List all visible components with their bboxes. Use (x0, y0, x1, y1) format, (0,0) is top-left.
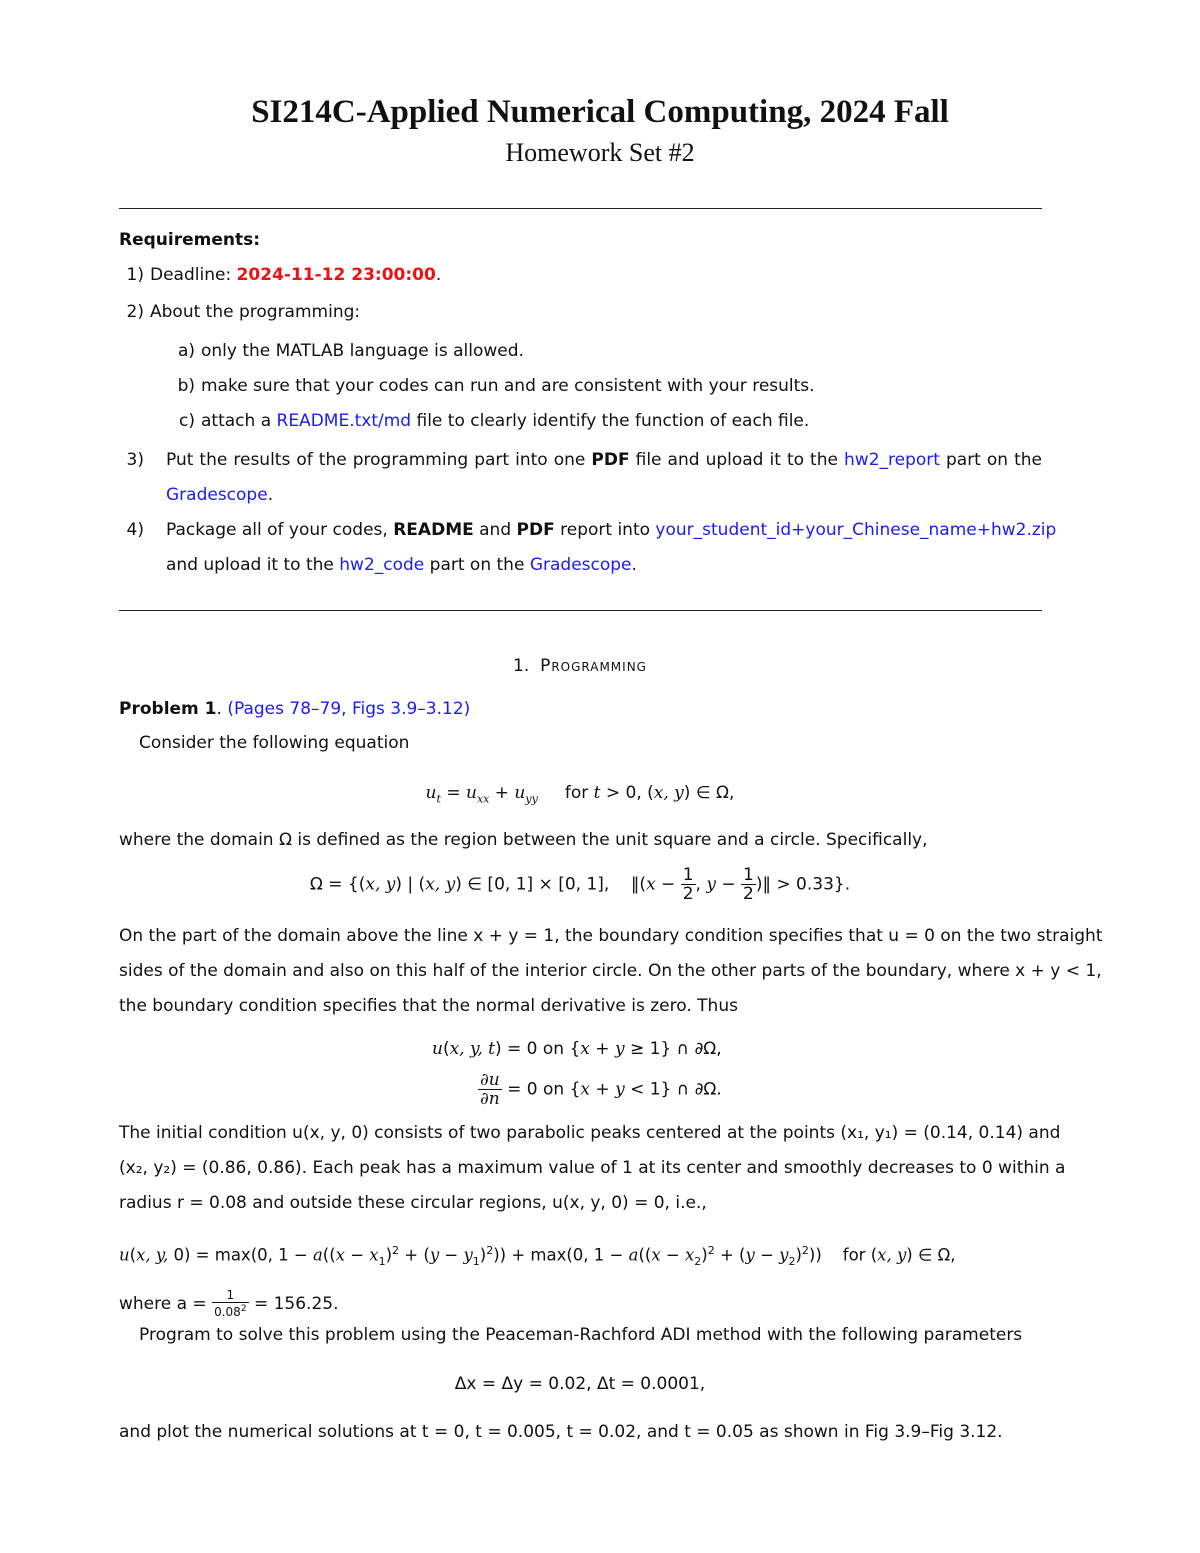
a-value: = 156.25. (253, 1294, 339, 1314)
req-item-4-text-4: and upload it to the (166, 555, 340, 575)
req-item-3-pdf: PDF (591, 450, 630, 470)
where-a-prefix: where a = (119, 1294, 213, 1314)
bc-text-3: the boundary condition specifies that the normal derivative is zero. Thus (119, 996, 738, 1016)
where-a: where a = $\frac{1}{0.08^2}$ = 156.25. (119, 1288, 339, 1319)
req-sub-a-label: a) (177, 341, 195, 361)
bc-dirichlet: u(x, y, t) = 0 on {x + y ≥ 1} ∩ ∂Ω, (432, 1039, 722, 1059)
pde-equation: $u_t = u_{xx} + u_{yy}$ for t > 0, (x, y) ∈ Ω, (425, 783, 735, 806)
req-sub-c (155, 410, 809, 432)
section-number: 1. (513, 656, 530, 676)
req-item-4-label: 4) (126, 520, 144, 540)
req-item-3-text-3: part on the (939, 450, 1043, 470)
ic-text-3: radius r = 0.08 and outside these circular regions, u(x, y, 0) = 0, i.e., (119, 1193, 707, 1213)
bc-neumann: $\frac{\partial u}{\partial n}$ = 0 on {x + y < 1} ∩ ∂Ω. (480, 1070, 722, 1109)
req-item-3-text-4: . (267, 485, 274, 505)
bc-text-2: sides of the domain and also on this half of the interior circle. On the other parts of the boundary, where x + y < 1, (119, 961, 1102, 981)
req-item-4-text-5: part on the (424, 555, 530, 575)
req-item-1 (96, 264, 441, 286)
problem-label: Problem 1 (119, 699, 217, 719)
page-subtitle: Homework Set #2 (505, 138, 695, 167)
ic-text-1: The initial condition u(x, y, 0) consists of two parabolic peaks centered at the points (x₁, y₁) = (0.14, 0.14) and (119, 1123, 1061, 1143)
readme-link[interactable]: README.txt/md (276, 411, 412, 431)
req-sub-c-prefix: attach a (201, 411, 277, 431)
req-item-3-line2 (166, 484, 273, 506)
ic-text-2: (x₂, y₂) = (0.86, 0.86). Each peak has a maximum value of 1 at its center and smoothly decreases to 0 within a (119, 1158, 1066, 1178)
req-item-4-label-wrap (96, 519, 150, 541)
gradescope-link-1[interactable]: Gradescope (166, 485, 268, 505)
top-divider (119, 208, 1042, 209)
req-item-2-text: About the programming: (150, 302, 361, 322)
req-item-3-label: 3) (126, 450, 144, 470)
req-item-4-line2 (166, 554, 637, 576)
page-title: SI214C-Applied Numerical Computing, 2024 Fall (251, 94, 949, 130)
req-item-4-pdf: PDF (516, 520, 555, 540)
program-text: Program to solve this problem using the Peaceman-Rachford ADI method with the following parameters (139, 1325, 1023, 1345)
req-sub-c-suffix: file to clearly identify the function of each file. (411, 411, 810, 431)
problem-dot: . (216, 699, 222, 719)
section-title: Programming (540, 656, 647, 676)
req-item-4-text-2: and (473, 520, 517, 540)
req-sub-c-label: c) (179, 411, 195, 431)
deadline-date: 2024-11-12 23:00:00 (236, 265, 436, 285)
req-item-1-label: 1) (126, 265, 144, 285)
eq-for-word: for (564, 783, 589, 803)
omega-definition: Ω = {(x, y) | (x, y) ∈ [0, 1] × [0, 1], ‖(x − $\frac{1}{2}$ , y − $\frac{1}{2}$ )‖ > 0.33}. (309, 865, 851, 904)
req-item-4-line1 (166, 519, 1057, 541)
req-item-3-text-2: file and upload it to the (629, 450, 845, 470)
req-item-3-line1 (166, 449, 1042, 471)
bottom-divider (119, 610, 1042, 611)
req-sub-b-text: make sure that your codes can run and are consistent with your results. (201, 376, 815, 396)
req-sub-a-text: only the MATLAB language is allowed. (201, 341, 524, 361)
requirements-heading: Requirements: (119, 230, 261, 250)
req-item-4-text-1: Package all of your codes, (166, 520, 394, 540)
req-item-3-label-wrap (96, 449, 150, 471)
req-item-2 (96, 301, 360, 323)
req-item-3-text-1: Put the results of the programming part into one (166, 450, 592, 470)
parameters: Δx = Δy = 0.02, Δt = 0.0001, (454, 1374, 706, 1394)
req-sub-b (155, 375, 815, 397)
req-item-4-text-3: report into (554, 520, 656, 540)
req-item-4-text-6: . (631, 555, 637, 575)
req-item-4-readme: README (393, 520, 474, 540)
req-item-1-suffix: . (435, 265, 442, 285)
ic-formula: u(x, y, 0) = max(0, $1 - a((x - x_1)^2 + (y - y_1)^2)) + \max(0$, $1 - a((x - x_2)^2 + (y - y_2)^2)$) for (x, y) ∈ Ω, (119, 1244, 956, 1268)
problem-heading (119, 698, 470, 720)
req-item-2-label: 2) (126, 302, 144, 322)
problem-ref-link[interactable]: (Pages 78–79, Figs 3.9–3.12) (227, 699, 471, 719)
gradescope-link-2[interactable]: Gradescope (529, 555, 632, 575)
domain-text: where the domain Ω is defined as the region between the unit square and a circle. Specifically, (119, 830, 928, 850)
bc-text-1: On the part of the domain above the line x + y = 1, the boundary condition specifies that u = 0 on the two straight (119, 926, 1103, 946)
problem-intro: Consider the following equation (139, 733, 410, 753)
zip-filename-link[interactable]: your_student_id+your_Chinese_name+hw2.zip (655, 520, 1057, 540)
hw2-code-link[interactable]: hw2_code (339, 555, 425, 575)
hw2-report-link[interactable]: hw2_report (844, 450, 940, 470)
req-item-1-prefix: Deadline: (150, 265, 237, 285)
req-sub-b-label: b) (177, 376, 195, 396)
section-heading (0, 655, 1160, 677)
req-sub-a (155, 340, 524, 362)
plot-text: and plot the numerical solutions at t = 0, t = 0.005, t = 0.02, and t = 0.05 as shown in Fig 3.9–Fig 3.12. (119, 1422, 1003, 1442)
